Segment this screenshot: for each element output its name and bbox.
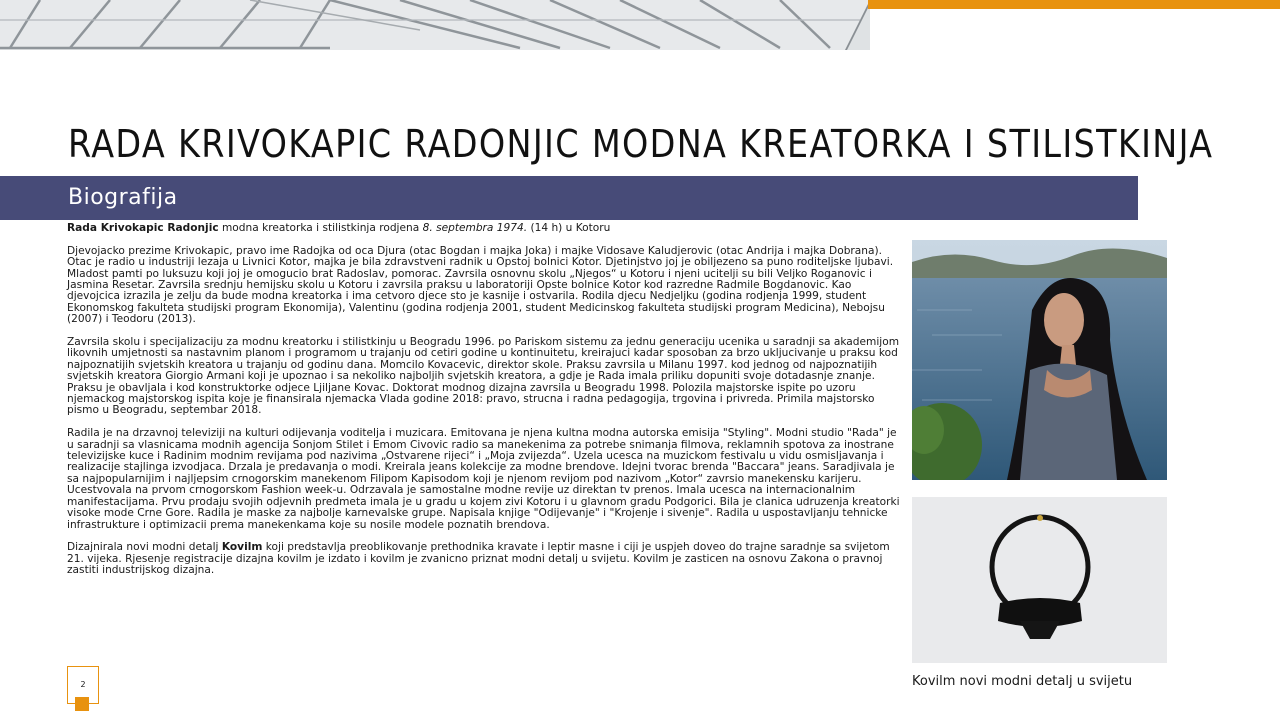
bio-paragraph-education: Zavrsila skolu i specijalizaciju za modnu kreatorku i stilistkinju u Beogradu 1996. po Pariskom sistemu za jednu generaciju ucenika u saradnji sa akademijom likovnih umjetnosti sa nastavnim planom i programom u trajanju od cetiri godine u kontinuitetu, kreirajuci kadar sposoban za brzo ukljucivanje u praksu kod najpoznatijih svjetskih kreatora u trajanju od godinu dana. Momcilo Kovacevic, direktor skole. Praksu zavrsila u Milanu 1997. kod jednog od najpoznatijih svjetskih kreatora Giorgio Armani koji je upoznao i sa nekoliko najboljih svjetskih kreatora, a gdje je Rada imala priliku dopuniti svoje dotadasnje znanje. Praksu je obavljala i kod konstruktorke odjece Ljiljane Kovac. Doktorat modnog dizajna zavrsila u Beogradu 1998. Polozila majstorske ispite po uzoru njemackog majstorskog ispita koje je finansirala njemacka Vlada godine 2018: pravo, strucna i radna pedagogija, trgovina i privreda. Primila majstorsko pismo u Beogradu, septembar 2018. <box>67 336 900 417</box>
accent-strip <box>868 0 1280 9</box>
bio-name: Rada Krivokapic Radonjic <box>67 222 219 234</box>
bio-intro-text: modna kreatorka i stilistkinja rodjena <box>218 222 423 234</box>
portrait-photo <box>912 240 1167 480</box>
page-title: RADA KRIVOKAPIC RADONJIC MODNA KREATORKA I STILISTKINJA <box>68 122 1214 166</box>
bio-intro-tail: (14 h) u Kotoru <box>527 222 611 234</box>
bio-birth-date: 8. septembra 1974. <box>422 222 528 234</box>
bio-paragraph-kovilm <box>67 542 903 576</box>
kovilm-term: Kovilm <box>221 541 263 554</box>
subtitle-bar <box>0 176 1138 220</box>
bio-paragraph-childhood: Djevojacko prezime Krivokapic, pravo ime Radojka od oca Djura (otac Bogdan i majka Joka) i majke Vidosave Kaludjerovic (otac Andrija i majka Dobrana). Otac je radio u industriji lezaja u Livnici Kotor, majka je bila zdravstveni radnik u Opstoj bolnici Kotor. Djetinjstvo joj je obiljezeno sa puno roditeljske ljubavi. Mladost pamti po luksuzu koji joj je omogucio brat Radoslav, pomorac. Zavrsila osnovnu skolu „Njegos“ u Kotoru i njeni ucitelji su bili Veljko Roganovic i Jasmina Resetar. Zavrsila srednju hemijsku skolu u Kotoru i zavrsila praksu u laboratoriji Opste bolnice Kotor kod razredne Radmile Bogdanovic. Kao djevojcica izrazila je zelju da bude modna kreatorka i ima cetvoro djece sto je kasnije i ostvarila. Rodila djecu Nedjeljku (godina rodjenja 1999, student Ekonomskog fakulteta studijski program Ekonomija), Valentinu (godina rodjenja 2001, student Medicinskog fakulteta studijski program Medicina), Nebojsu (2007) i Teodoru (2013). <box>67 244 894 326</box>
page-number-accent <box>75 697 89 711</box>
biography-text <box>67 223 903 588</box>
page-number: 2 <box>80 680 86 689</box>
bio-paragraph-intro <box>67 223 903 234</box>
header-banner-image <box>0 0 870 50</box>
subtitle: Biografija <box>68 185 178 210</box>
bio-paragraph-career: Radila je na drzavnoj televiziji na kulturi odijevanja voditelja i muzicara. Emitovana je njena kultna modna autorska emisija "Styling". Modni studio "Rada" je u saradnji sa vlasnicama modnih agencija Sonjom Stilet i Emom Civovic radio sa manekenima za potrebe snimanja filmova, reklamnih spotova za inostrane televizijske kuce i Radinim modnim revijama pod nazivima „Ostvarene rijeci“ i „Moja zvijezda“. Uzela ucesca na muzickom festivalu u vidu osmisljavanja i realizacije stajlinga izvodjaca. Drzala je predavanja o modi. Kreirala jeans kolekcije za modne brendove. Idejni tvorac brenda "Baccara" jeans. Saradjivala je sa najpopularnijim i najljepsim crnogorskim manekenom Filipom Kapisodom koji je njenom revijom pod nazivom „Kotor“ zavrsio manekensku karijeru. Ucestvovala na prvom crnogorskom Fashion week-u. Odrzavala je samostalne modne revije uz direktan tv prenos. Imala ucesca na internacionalnim manifestacijama. Prvu prodaju svojih odjevnih predmeta imala je u gradu u kojem zivi Kotoru i u glavnom gradu Podgorici. Bila je clanica udruzenja kreatorki visoke mode Crne Gore. Radila je maske za najbolje karnevalske grupe. Napisala knjige "Odijevanje" i "Krojenje i sivenje". Radila u uspostavljanju tehnicke infrastrukture i optimizacii prema manekenkama koje su nosile modele poznatih brendova. <box>67 427 900 531</box>
kovilm-necklace-photo <box>912 497 1167 663</box>
kovilm-text-pre: Dizajnirala novi modni detalj <box>67 541 222 554</box>
kovilm-text-post: koji predstavlja preoblikovanje prethodnika kravate i leptir masne i ciji je uspjeh doveo do trajne saradnje sa svijetom 21. vijeka. Rjesenje registracije dizajna kovilm je izdato i kovilm je zvanicno priznat modni detalj u svijetu. Kovilm je zasticen na osnovu Zakona o pravnoj zastiti industrijskog dizajna. <box>67 541 890 577</box>
photo-caption: Kovilm novi modni detalj u svijetu <box>912 674 1133 689</box>
